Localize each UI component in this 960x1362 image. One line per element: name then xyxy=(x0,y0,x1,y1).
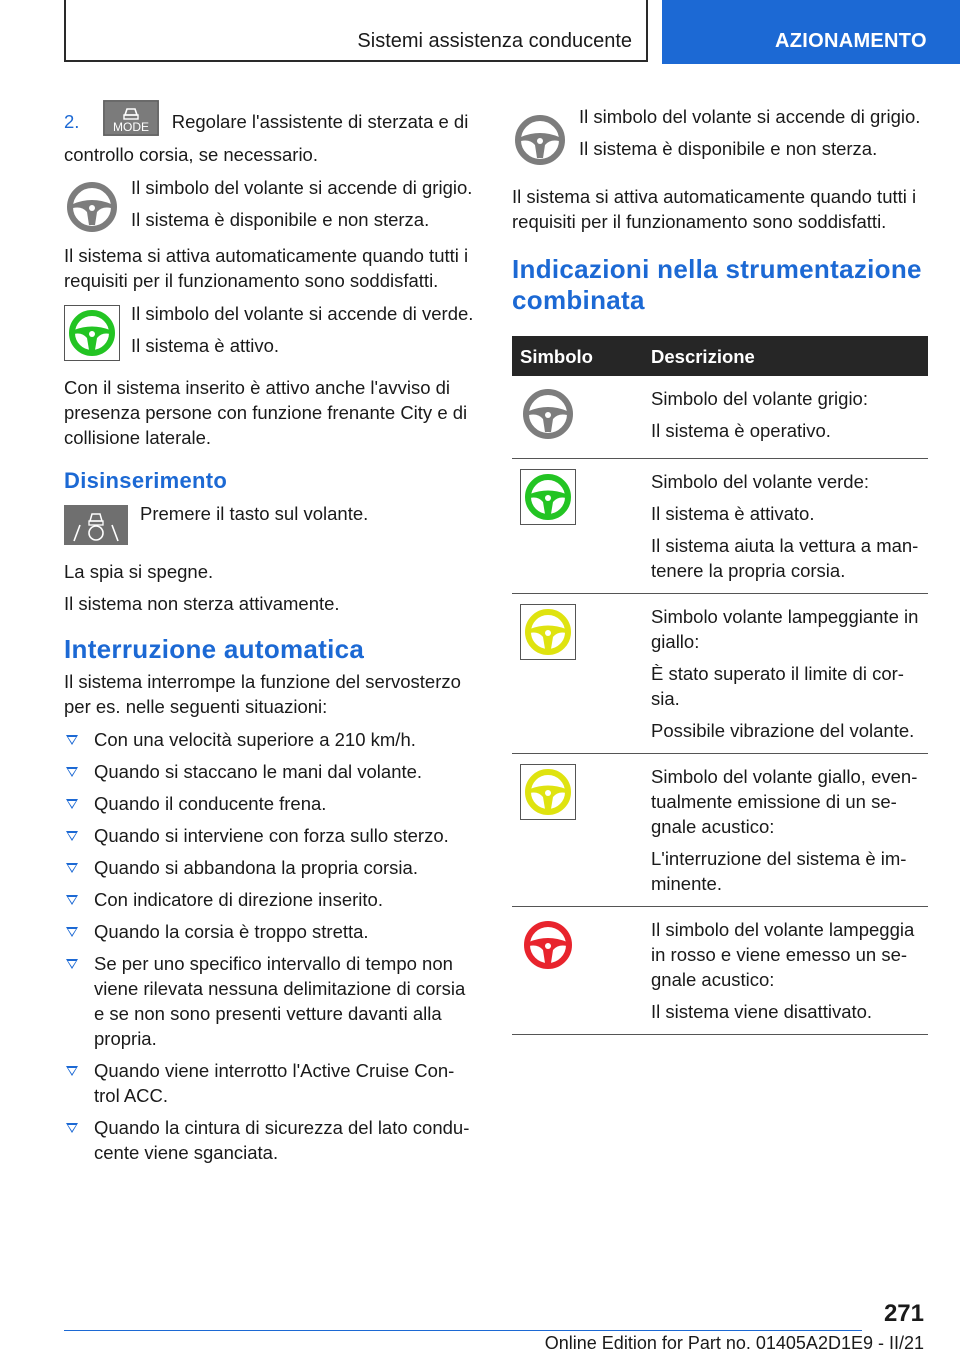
steering-wheel-grey-icon xyxy=(512,112,579,174)
row-description: L'interruzione del sistema è im-minente. xyxy=(651,848,907,894)
chapter-tab[interactable] xyxy=(662,0,960,64)
table-header-row xyxy=(512,336,928,376)
row-description: Il simbolo del volante lampeggia in rosso e viene emesso un se-gnale acustico: xyxy=(651,919,915,990)
interruzione-heading: Interruzione automatica xyxy=(64,634,365,664)
mode-button-icon xyxy=(103,100,159,142)
list-item: Quando si interviene con forza sullo sterzo. xyxy=(64,823,480,848)
table-row xyxy=(512,376,928,459)
list-item: Se per uno specifico intervallo di tempo non viene rilevata nessuna delimitazione di corsia e se non sono presenti vetture davanti alla propria. xyxy=(64,951,480,1051)
triangle-bullet-icon xyxy=(66,1123,78,1133)
table-row xyxy=(512,754,928,907)
list-item: Quando il conducente frena. xyxy=(64,791,480,816)
row-description: Simbolo del volante giallo, even-tualmente emissione di un se-gnale acustico: xyxy=(651,766,918,837)
row-description: Possibile vibrazione del volante. xyxy=(651,720,915,741)
table-row xyxy=(512,459,928,594)
lane-assist-button-icon xyxy=(64,505,140,551)
grey-line-1-right: Il simbolo del volante si accende di grigio. xyxy=(579,106,921,127)
spia-text: La spia si spegne. xyxy=(64,561,214,582)
steering-wheel-grey-icon xyxy=(64,179,131,235)
list-item: Con una velocità superiore a 210 km/h. xyxy=(64,727,480,752)
section-title: Sistemi assistenza conducente xyxy=(357,30,632,52)
mode-icon-text: MODE xyxy=(112,120,149,134)
grey-line-2: Il sistema è disponibile e non sterza. xyxy=(131,209,430,230)
step-number: 2. xyxy=(64,111,80,132)
grey-line-1: Il simbolo del volante si accende di grigio. xyxy=(131,177,473,198)
triangle-bullet-icon xyxy=(66,799,78,809)
list-item: Quando la cintura di sicurezza del lato condu-cente viene sganciata. xyxy=(64,1115,480,1165)
triangle-bullet-icon xyxy=(66,831,78,841)
row-description: Simbolo del volante verde: xyxy=(651,471,870,492)
warning-text: Con il sistema inserito è attivo anche l'avviso di presenza persone con funzione frenante City e di collisione laterale. xyxy=(64,377,468,448)
row-description: Il sistema è operativo. xyxy=(651,420,831,441)
row-description: Simbolo volante lampeggiante in giallo: xyxy=(651,606,919,652)
left-column xyxy=(64,108,480,1172)
triangle-bullet-icon xyxy=(66,927,78,937)
row-description: Il sistema è attivato. xyxy=(651,503,815,524)
steering-wheel-yellow-icon xyxy=(520,803,576,824)
triangle-bullet-icon xyxy=(66,1066,78,1076)
interruzione-intro: Il sistema interrompe la funzione del servosterzo per es. nelle seguenti situazioni: xyxy=(64,671,461,717)
green-line-2: Il sistema è attivo. xyxy=(131,335,280,356)
step-2 xyxy=(64,108,480,167)
green-line-1: Il simbolo del volante si accende di verde. xyxy=(131,303,474,324)
row-description: Il sistema aiuta la vettura a man-tenere la propria corsia. xyxy=(651,535,919,581)
list-item: Con indicatore di direzione inserito. xyxy=(64,887,480,912)
chapter-tab-label: AZIONAMENTO xyxy=(775,30,927,52)
step-text: Regolare l'assistente di sterzata e di controllo corsia, se necessario. xyxy=(64,111,469,165)
list-item: Quando si abbandona la propria corsia. xyxy=(64,855,480,880)
triangle-bullet-icon xyxy=(66,735,78,745)
table-row xyxy=(512,907,928,1035)
triangle-bullet-icon xyxy=(66,895,78,905)
header-section-box xyxy=(64,0,648,62)
row-description: Il sistema viene disattivato. xyxy=(651,1001,873,1022)
auto-activation-text: Il sistema si attiva automaticamente quando tutti i requisiti per il funzionamento sono soddisfatti. xyxy=(64,245,469,291)
column-header-description: Descrizione xyxy=(643,336,928,376)
indicazioni-heading: Indicazioni nella strumentazione combinata xyxy=(512,254,922,315)
right-column xyxy=(512,104,928,1035)
steering-wheel-green-icon xyxy=(64,305,131,367)
list-item: Quando la corsia è troppo stretta. xyxy=(64,919,480,944)
table-row xyxy=(512,594,928,754)
steering-wheel-green-icon xyxy=(520,508,576,529)
auto-activation-text-right: Il sistema si attiva automaticamente quando tutti i requisiti per il funzionamento sono soddisfatti. xyxy=(512,186,917,232)
footer-divider xyxy=(64,1330,862,1331)
grey-status-block-right xyxy=(512,104,928,174)
grey-line-2-right: Il sistema è disponibile e non sterza. xyxy=(579,138,878,159)
triangle-bullet-icon xyxy=(66,863,78,873)
row-description: È stato superato il limite di cor-sia. xyxy=(651,663,904,709)
list-item: Quando viene interrotto l'Active Cruise Con-trol ACC. xyxy=(64,1058,480,1108)
disinserimento-block xyxy=(64,501,480,551)
symbol-table xyxy=(512,336,928,1035)
steering-wheel-yellow-flashing-icon xyxy=(520,643,576,664)
interruzione-list xyxy=(64,727,480,1165)
disinserimento-heading: Disinserimento xyxy=(64,468,228,493)
triangle-bullet-icon xyxy=(66,959,78,969)
disinserimento-text: Premere il tasto sul volante. xyxy=(140,503,369,524)
steering-wheel-red-icon xyxy=(520,956,576,977)
list-item: Quando si staccano le mani dal volante. xyxy=(64,759,480,784)
triangle-bullet-icon xyxy=(66,767,78,777)
row-description: Simbolo del volante grigio: xyxy=(651,388,868,409)
steering-wheel-grey-icon xyxy=(520,425,576,446)
green-status-block xyxy=(64,301,480,367)
page-number: 271 xyxy=(883,1300,924,1327)
footer-edition: Online Edition for Part no. 01405A2D1E9 - II/21 xyxy=(544,1333,924,1353)
column-header-symbol: Simbolo xyxy=(512,336,643,376)
non-sterza-text: Il sistema non sterza attivamente. xyxy=(64,593,340,614)
grey-status-block xyxy=(64,175,480,235)
